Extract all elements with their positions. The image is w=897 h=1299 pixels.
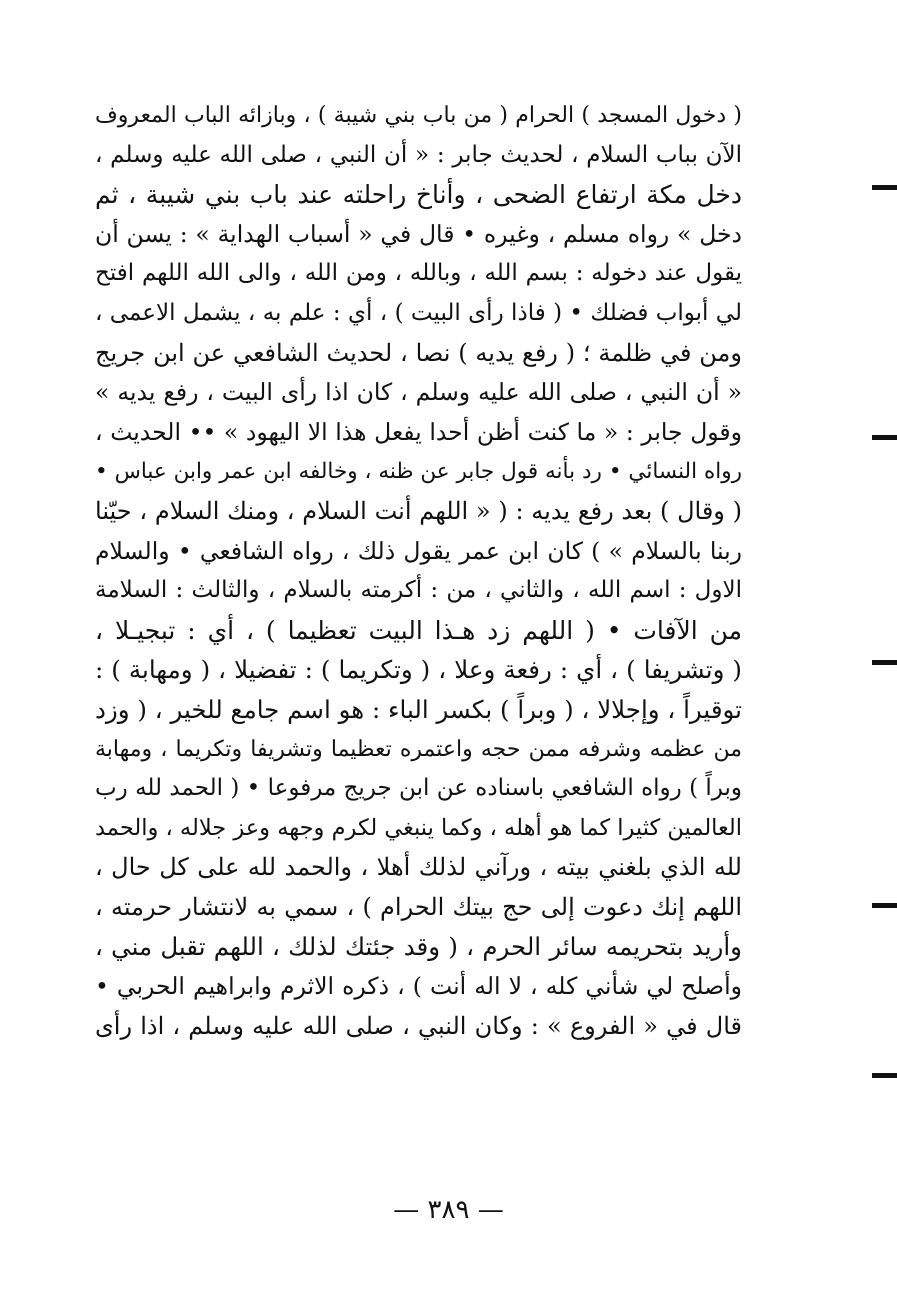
text-line: اللهم إنك دعوت إلى حج بيتك الحرام ) ، سمي به لانتشار حرمته ، — [95, 892, 742, 921]
margin-tick-mark — [872, 185, 897, 190]
text-line: لي أبواب فضلك • ( فاذا رأى البيت ) ، أي : علم به ، يشمل الاعمى ، — [95, 299, 742, 326]
text-line: قال في « الفروع » : وكان النبي ، صلى الله عليه وسلم ، اذا رأى — [95, 1011, 742, 1040]
text-line: وأصلح لي شأني كله ، لا اله أنت ) ، ذكره الاثرم وابراهيم الحربي • — [95, 972, 742, 1001]
text-line: ( وتشريفا ) ، أي : رفعة وعلا ، ( وتكريما ) : تفضيلا ، ( ومهابة ) : — [95, 655, 742, 685]
margin-tick-mark — [872, 435, 897, 440]
margin-tick-mark — [872, 660, 897, 665]
body-text — [95, 96, 742, 1046]
text-line: توقيراً ، وإجلالا ، ( وبراً ) بكسر الباء : هو اسم جامع للخير ، ( وزد — [95, 694, 742, 724]
text-line: من الآفات • ( اللهم زد هـذا البيت تعظيما ) ، أي : تبجيـلا ، — [95, 615, 742, 645]
text-line: دخل » رواه مسلم ، وغيره • قال في « أسباب الهداية » : يسن أن — [95, 219, 742, 248]
text-line: لله الذي بلغني بيته ، ورآني لذلك أهلا ، والحمد لله على كل حال ، — [95, 853, 742, 882]
text-line: العالمين كثيرا كما هو أهله ، وكما ينبغي لكرم وجهه وعز جلاله ، والحمد — [95, 814, 742, 841]
text-line: رواه النسائي • رد بأنه قول جابر عن ظنه ، وخالفه ابن عمر وابن عباس • — [95, 459, 742, 485]
text-line: وقول جابر : « ما كنت أظن أحدا يفعل هذا الا اليهود » •• الحديث ، — [95, 417, 742, 446]
text-line: الاول : اسم الله ، والثاني ، من : أكرمته بالسلام ، والثالث : السلامة — [95, 577, 742, 604]
margin-tick-mark — [872, 903, 897, 908]
text-line: وبراً ) رواه الشافعي باسناده عن ابن جريج مرفوعا • ( الحمد لله رب — [95, 775, 742, 802]
text-line: ( دخول المسجد ) الحرام ( من باب بني شيبة ) ، وبازائه الباب المعروف — [95, 103, 742, 128]
text-line: دخل مكة ارتفاع الضحى ، وأناخ راحلته عند باب بني شيبة ، ثم — [95, 180, 742, 210]
text-line: الآن بباب السلام ، لحديث جابر : « أن النبي ، صلى الله عليه وسلم ، — [95, 141, 742, 168]
text-line: وأريد بتحريمه سائر الحرم ، ( وقد جئتك لذلك ، اللهم تقبل مني ، — [95, 932, 742, 962]
text-line: يقول عند دخوله : بسم الله ، وبالله ، ومن الله ، والى الله اللهم افتح — [95, 260, 742, 287]
margin-tick-mark — [872, 1073, 897, 1078]
text-line: ( وقال ) بعد رفع يديه : ( « اللهم أنت السلام ، ومنك السلام ، حيّنا — [95, 496, 742, 525]
page-number: — ٣٨٩ — — [393, 1195, 504, 1225]
text-line: ربنا بالسلام » ) كان ابن عمر يقول ذلك ، رواه الشافعي • والسلام — [95, 536, 742, 565]
text-line: ومن في ظلمة ؛ ( رفع يديه ) نصا ، لحديث الشافعي عن ابن جريج — [95, 338, 742, 367]
text-line: « أن النبي ، صلى الله عليه وسلم ، كان اذا رأى البيت ، رفع يديه » — [95, 378, 742, 407]
text-line: من عظمه وشرفه ممن حجه واعتمره تعظيما وتشريفا وتكريما ، ومهابة — [95, 736, 742, 762]
